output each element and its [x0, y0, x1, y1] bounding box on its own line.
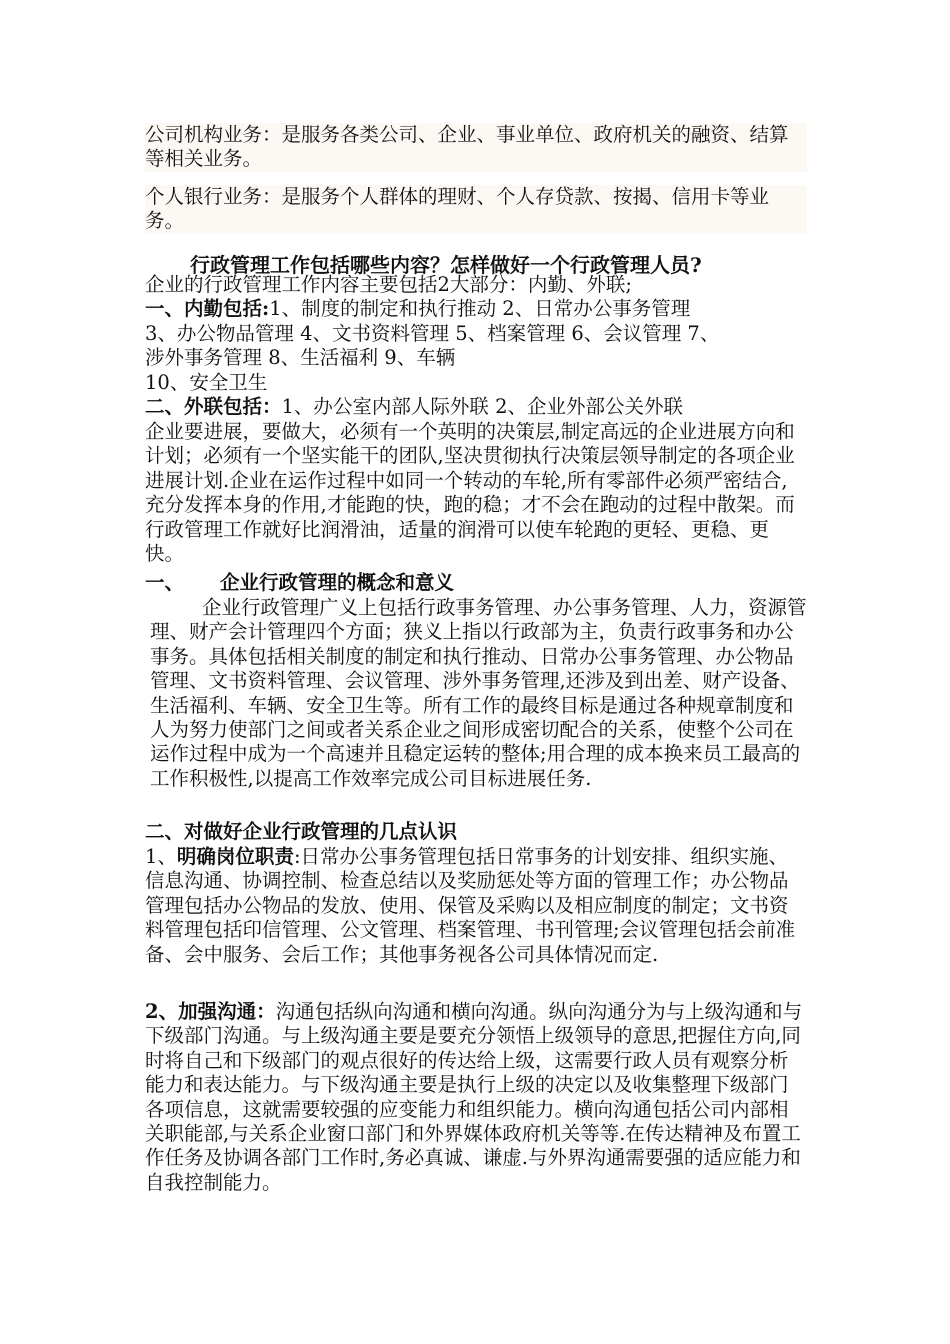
analogy-paragraph — [145, 420, 807, 566]
internal-items-1: 1、制度的制定和执行推动 2、日常办公事务管理 — [269, 297, 691, 320]
section1-body-paragraph — [150, 596, 810, 791]
point1-text — [145, 845, 807, 967]
section2-heading: 二、对做好企业行政管理的几点认识 — [145, 820, 458, 843]
section1-heading — [145, 571, 454, 595]
summary-line: 企业的行政管理工作内容主要包括2大部分：内勤、外联; — [145, 273, 632, 296]
point2-label: 2、加强沟通： — [145, 1000, 276, 1023]
section1-heading-number: 一、 — [145, 571, 185, 594]
external-line — [145, 395, 683, 419]
internal-line-3: 涉外事务管理 8、生活福利 9、车辆 — [145, 346, 456, 369]
point2-paragraph — [145, 1000, 807, 1195]
point2-text — [145, 1000, 807, 1195]
personal-banking-paragraph — [145, 185, 807, 234]
point1-number: 1、 — [145, 845, 177, 868]
point1-paragraph — [145, 845, 807, 967]
personal-banking-text: 个人银行业务：是服务个人群体的理财、个人存贷款、按揭、信用卡等业务。 — [145, 185, 770, 233]
document-title: 行政管理工作包括哪些内容？怎样做好一个行政管理人员? — [190, 253, 702, 277]
external-label: 二、外联包括： — [145, 395, 282, 418]
internal-line-1 — [145, 297, 690, 321]
corporate-business-text: 公司机构业务：是服务各类公司、企业、事业单位、政府机关的融资、结算等相关业务。 — [145, 123, 789, 171]
point1-label: 明确岗位职责 — [176, 845, 294, 868]
internal-label: 一、内勤包括: — [145, 297, 270, 320]
point1-body: :日常办公事务管理包括日常事务的计划安排、组织实施、信息沟通、协调控制、检查总结以及奖励惩处等方面的管理工作；办公物品管理包括办公物品的发放、使用、保管及采购以及相应制度的制定；文书资料管理包括印信管理、公文管理、档案管理、书刊管理;会议管理包括会前准备、会中服务、会后工作；其他事务视各公司具体情况而定. — [145, 845, 796, 966]
internal-line-4: 10、安全卫生 — [145, 371, 268, 394]
external-items: 1、办公室内部人际外联 2、企业外部公关外联 — [281, 395, 684, 418]
section1-body-text: 企业行政管理广义上包括行政事务管理、办公事务管理、人力，资源管理、财产会计管理四个方面；狭义上指以行政部为主，负责行政事务和办公事务。具体包括相关制度的制定和执行推动、日常办公事务管理、办公物品管理、文书资料管理、会议管理、涉外事务管理,还涉及到出差、财产设备、生活福利、车辆、安全卫生等。所有工作的最终目标是通过各种规章制度和人为努力使部门之间或者关系企业之间形成密切配合的关系，使整个公司在运作过程中成为一个高速并且稳定运转的整体;用合理的成本换来员工最高的工作积极性,以提高工作效率完成公司目标进展任务. — [150, 596, 807, 790]
point2-body: 沟通包括纵向沟通和横向沟通。纵向沟通分为与上级沟通和与下级部门沟通。与上级沟通主要是要充分领悟上级领导的意思,把握住方向,同时将自己和下级部门的观点很好的传达给上级，这需要行政人员有观察分析能力和表达能力。与下级沟通主要是执行上级的决定以及收集整理下级部门各项信息，这就需要较强的应变能力和组织能力。横向沟通包括公司内部相关职能部,与关系企业窗口部门和外界媒体政府机关等等.在传达精神及布置工作任务及协调各部门工作时,务必真诚、谦虚.与外界沟通需要强的适应能力和自我控制能力。 — [145, 1000, 803, 1194]
section1-heading-text: 企业行政管理的概念和意义 — [220, 571, 455, 594]
analogy-text: 企业要进展，要做大，必须有一个英明的决策层,制定高远的企业进展方向和计划；必须有一个坚实能干的团队,坚决贯彻执行决策层领导制定的各项企业进展计划.企业在运作过程中如同一个转动的车轮,所有零部件必须严密结合,充分发挥本身的作用,才能跑的快，跑的稳；才不会在跑动的过程中散架。而行政管理工作就好比润滑油，适量的润滑可以使车轮跑的更轻、更稳、更快。 — [145, 420, 795, 566]
internal-line-2: 3、办公物品管理 4、文书资料管理 5、档案管理 6、会议管理 7、 — [145, 322, 720, 345]
corporate-business-paragraph — [145, 123, 807, 172]
